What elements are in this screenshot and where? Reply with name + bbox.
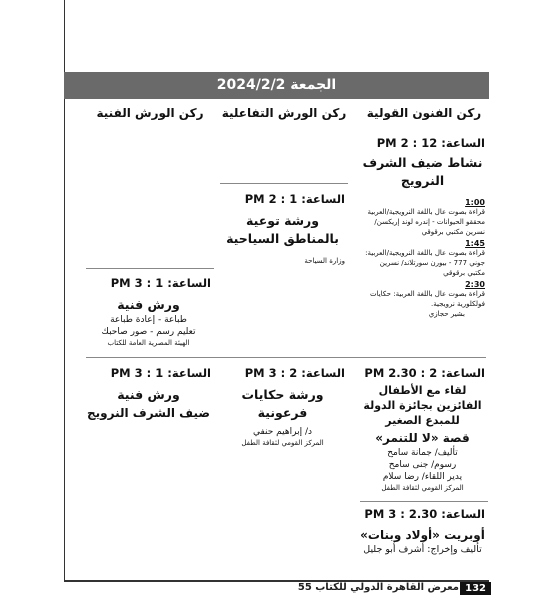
- session-organizer: المركز القومي لثقافة الطفل: [241, 439, 324, 447]
- session-time: الساعة: 1 : 2 PM: [244, 192, 345, 206]
- row-divider: [86, 357, 486, 358]
- credit-illustrator: رسوم/ جنى سامح: [388, 460, 457, 470]
- fair-logo-text: معرض القاهرة الدولي للكتاب 55: [297, 582, 459, 593]
- interactive-session-1: [220, 192, 345, 266]
- session-title: أوبريت «أولاد وبنات»: [360, 528, 485, 542]
- item-time: 1:45: [465, 239, 485, 248]
- item-person: بشير حجازي: [428, 310, 465, 318]
- session-organizer: وزارة السياحة: [304, 257, 345, 265]
- session-time: الساعة: 2 : 2.30 PM: [364, 366, 485, 380]
- verbal-arts-session-2: [360, 366, 485, 493]
- item-time: 2:30: [465, 280, 485, 289]
- session-line: تعليم رسم - صور صاحبك: [101, 327, 196, 337]
- art-session-1: [86, 276, 211, 348]
- session-title: لقاء مع الأطفال الفائزين بجائزة الدولة للمبدع الصغير: [363, 384, 482, 427]
- day-banner: الجمعة 2024/2/2: [64, 72, 489, 99]
- session-organizer: المركز القومي لثقافة الطفل: [381, 484, 464, 492]
- interactive-session-2: [220, 366, 345, 448]
- session-time: الساعة: 1 : 3 PM: [110, 366, 211, 380]
- session-title: نشاط ضيف الشرف النرويج: [362, 155, 483, 188]
- session-line: طباعة - إعادة طباعة: [110, 315, 187, 325]
- item-text: قراءة بصوت عال باللغة النرويجية/العربية محققو الحيوانات - إندره لوند إريكسن/ نسرين مكتبي برقوقي: [367, 208, 485, 236]
- item-text: قراءة بصوت عال باللغة العربية: حكايات فولكلورية نرويجية.: [369, 290, 485, 308]
- header-art-workshops: ركن الورش الفنية: [96, 106, 204, 120]
- item-time: 1:00: [465, 198, 485, 207]
- session-title: ورشة توعية بالمناطق السياحية: [226, 213, 339, 246]
- session-title: ورشة حكايات فرعونية: [241, 387, 324, 420]
- session-title: ورش فنية: [117, 387, 180, 402]
- session-time: الساعة: 12 : 2 PM: [376, 136, 485, 150]
- session-title: ورش فنية: [117, 297, 180, 312]
- verbal-arts-session-3: [360, 507, 485, 556]
- session-time: الساعة: 1 : 3 PM: [110, 276, 211, 290]
- header-verbal-arts: ركن الفنون القولية: [366, 106, 482, 120]
- item-text: قراءة بصوت عال باللغة النرويجية/العربية: جوني 777 - بيورن سورتلاند/ نسرين مكتبي برقوقي: [365, 249, 485, 277]
- session-time: الساعة: 2 : 3 PM: [244, 366, 345, 380]
- page-number: 132: [460, 582, 491, 595]
- credit-moderator: يدير اللقاء/ رضا سلام: [382, 472, 463, 482]
- story-title: قصة «لا للتنمر»: [375, 431, 470, 445]
- verbal-arts-session-1: [360, 136, 485, 319]
- session-subtitle: ضيف الشرف النرويج: [87, 406, 210, 420]
- session-organizer: الهيئة المصرية العامة للكتاب: [107, 339, 190, 347]
- page-footer: [64, 580, 489, 600]
- divider: [360, 501, 488, 502]
- art-session-2: [86, 366, 211, 422]
- credit-author: تأليف/ جمانة سامح: [387, 448, 458, 458]
- session-time: الساعة: 2.30 : 3 PM: [364, 507, 485, 521]
- session-person: د/ إبراهيم حنفي: [252, 427, 313, 437]
- divider: [220, 183, 348, 184]
- divider: [86, 268, 214, 269]
- session-credit: تأليف وإخراج: أشرف أبو جليل: [363, 544, 482, 555]
- header-interactive-workshops: ركن الورش التفاعلية: [221, 106, 347, 120]
